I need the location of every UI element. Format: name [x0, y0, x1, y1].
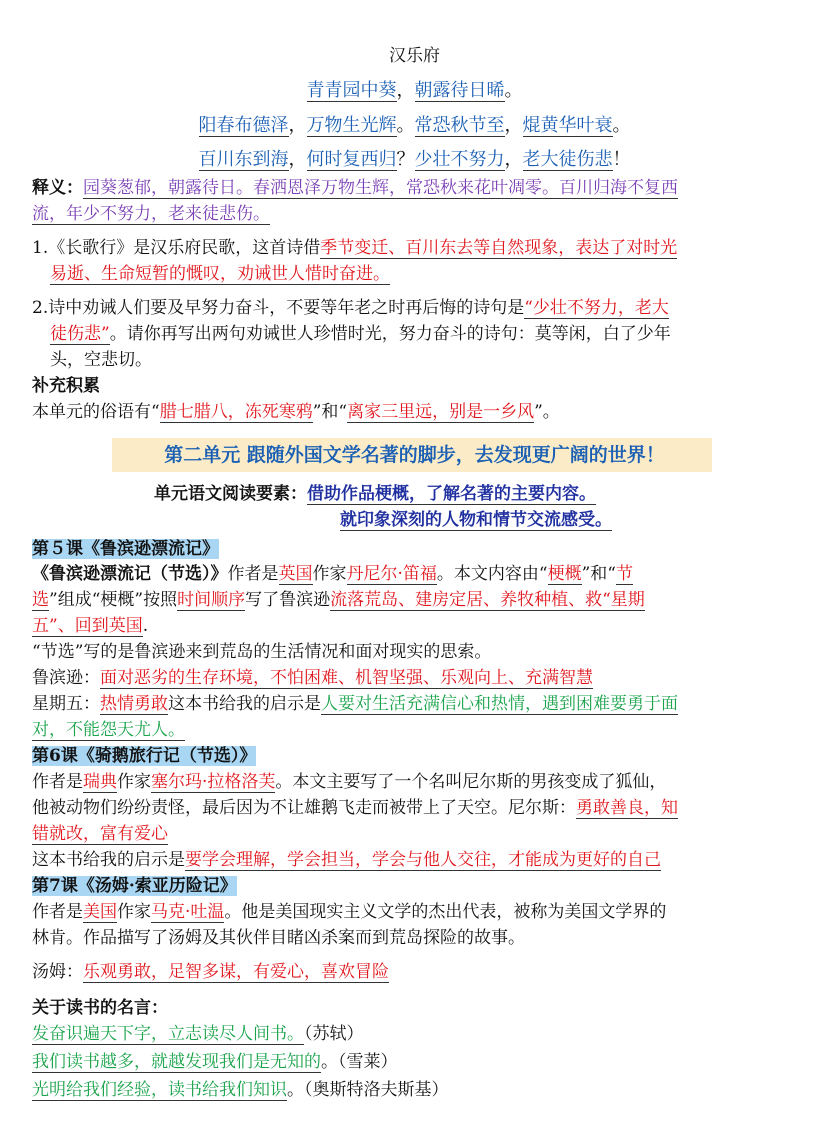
unit-requirements: 单元语文阅读要素：借助作品梗概，了解名著的主要内容。: [154, 484, 596, 504]
question-2: 2.诗中劝诫人们要及早努力奋斗，不要等年老之时再后悔的诗句是“少壮不努力，老大: [32, 298, 669, 318]
lesson-6-p3: 错就改，富有爱心: [32, 824, 168, 844]
lesson-7-p2: 林肯。作品描写了汤姆及其伙伴目睹凶杀案而到荒岛探险的故事。: [32, 928, 525, 948]
lesson-5-p1: 《鲁滨逊漂流记（节选）》作者是英国作家丹尼尔·笛福。本文内容由“梗概”和“节: [32, 564, 633, 584]
meaning-line-1: 释义：园葵葱郁，朝露待日。春洒恩泽万物生辉，常恐秋来花叶凋零。百川归海不复西: [32, 178, 678, 198]
lesson-7-p1: 作者是美国作家马克·吐温。他是美国现实主义文学的杰出代表，被称为美国文学界的: [32, 902, 667, 922]
lesson-5-friday: 星期五：热情勇敢这本书给我的启示是人要对生活充满信心和热情，遇到困难要勇于面: [32, 694, 678, 714]
lesson-7-tom: 汤姆：乐观勇敢，足智多谋，有爱心，喜欢冒险: [32, 962, 389, 982]
lesson-5-p3: 五”、回到英国.: [32, 616, 149, 636]
poem-title: 汉乐府: [389, 46, 440, 66]
lesson-6-p2: 他被动物们纷纷责怪，最后因为不让雄鹅飞走而被带上了天空。尼尔斯：勇敢善良，知: [32, 798, 678, 818]
lesson-6-p1: 作者是瑞典作家塞尔玛·拉格洛芙。本文主要写了一个名叫尼尔斯的男孩变成了狐仙，: [32, 772, 667, 792]
supplement-sayings: 本单元的俗语有“腊七腊八，冻死寒鸦”和“离家三里远，别是一乡风”。: [32, 402, 560, 422]
question-1-cont: 易逝、生命短暂的慨叹，劝诫世人惜时奋进。: [50, 264, 390, 284]
question-1: 1.《长歌行》是汉乐府民歌，这首诗借季节变迁、百川东去等自然现象，表达了对时光: [32, 238, 678, 258]
question-2-tail: 头，空悲切。: [50, 350, 152, 370]
lesson-7-title: 第7课《汤姆·索亚历险记》: [32, 876, 237, 896]
unit-banner: 第二单元 跟随外国文学名著的脚步，去发现更广阔的世界！: [164, 444, 665, 466]
quote-3: 光明给我们经验，读书给我们知识。（奥斯特洛夫斯基）: [32, 1080, 449, 1100]
supplement-heading: 补充积累: [32, 376, 100, 396]
lesson-5-insight: 对，不能怨天尤人。: [32, 720, 185, 740]
lesson-5-robinson: 鲁滨逊：面对恶劣的生存环境，不怕困难、机智坚强、乐观向上、充满智慧: [32, 668, 593, 688]
question-2-cont: 徒伤悲”。请你再写出两句劝诫世人珍惜时光，努力奋斗的诗句：莫等闲，白了少年: [50, 324, 671, 344]
lesson-5-excerpt: “节选”写的是鲁滨逊来到荒岛的生活情况和面对现实的思索。: [32, 642, 492, 662]
poem-line-2: 阳春布德泽，万物生光辉。常恐秋节至，焜黄华叶衰。: [198, 115, 631, 136]
poem-line-1: 青青园中葵，朝露待日晞。: [306, 80, 523, 101]
quote-1: 发奋识遍天下字，立志读尽人间书。（苏轼）: [32, 1024, 364, 1044]
lesson-6-title: 第6课《骑鹅旅行记（节选）》: [32, 746, 257, 766]
poem-line-3: 百川东到海，何时复西归？少壮不努力，老大徒伤悲！: [198, 149, 631, 170]
lesson-5-title: 第５课《鲁滨逊漂流记》: [32, 539, 219, 559]
meaning-line-2: 流，年少不努力，老来徒悲伤。: [32, 204, 270, 224]
quote-2: 我们读书越多，就越发现我们是无知的。（雪莱）: [32, 1052, 398, 1072]
quotes-heading: 关于读书的名言：: [32, 998, 168, 1018]
lesson-6-insight: 这本书给我的启示是要学会理解，学会担当，学会与他人交往，才能成为更好的自己: [32, 850, 661, 870]
lesson-5-p2: 选”组成“梗概”按照时间顺序写了鲁滨逊流落荒岛、建房定居、养牧种植、救“星期: [32, 590, 645, 610]
unit-requirements-2: 就印象深刻的人物和情节交流感受。: [340, 510, 612, 530]
